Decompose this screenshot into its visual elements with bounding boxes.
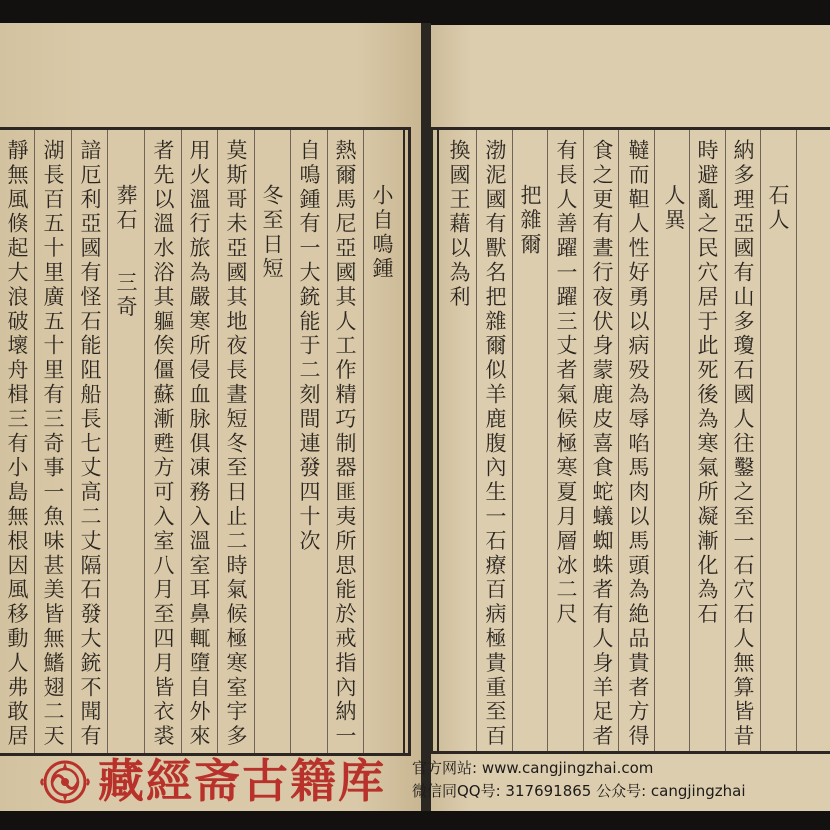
watermark-website: 官方网站: www.cangjingzhai.com <box>412 759 654 777</box>
text-column: 者先以溫水浴其軀俟僵蘇漸甦方可入室八月至四月皆衣裘 <box>151 139 175 749</box>
section-heading: 小自鳴鍾 <box>370 184 394 282</box>
section-heading: 葬石 <box>114 184 138 233</box>
column-divider <box>34 130 35 753</box>
section-heading: 人異 <box>662 184 686 233</box>
column-divider <box>689 130 690 751</box>
text-column: 渤泥國有獸名把雜爾似羊鹿腹內生一石療百病極貴重至百 <box>483 139 507 749</box>
text-column: 諳厄利亞國有怪石能阻船長七丈高二丈隔石發大銃不聞有 <box>78 139 102 749</box>
text-column: 有長人善躍一躍三丈者氣候極寒夏月層冰二尺 <box>554 139 578 627</box>
column-divider <box>107 130 108 753</box>
text-column: 湖長百五十里廣五十里有三奇事一魚味甚美皆無鰭翅二天 <box>41 139 65 749</box>
left-page-inner-rule <box>403 130 405 753</box>
red-seal-logo-icon <box>38 757 92 807</box>
section-heading: 三奇 <box>114 271 138 320</box>
column-divider <box>547 130 548 751</box>
column-divider <box>327 130 328 753</box>
section-heading: 冬至日短 <box>260 184 284 282</box>
section-heading: 把雜爾 <box>518 184 542 258</box>
text-column: 食之更有晝行夜伏身蒙鹿皮喜食蛇蟻蜘蛛者有人身羊足者 <box>590 139 614 749</box>
column-divider <box>181 130 182 753</box>
section-heading: 石人 <box>766 184 790 233</box>
column-divider <box>796 130 797 751</box>
scan-top-edge <box>0 0 830 23</box>
column-divider <box>290 130 291 753</box>
column-divider <box>583 130 584 751</box>
column-divider <box>512 130 513 751</box>
text-column: 靜無風倏起大浪破壞舟楫三有小島無根因風移動人弗敢居 <box>5 139 29 749</box>
watermark-contact: 微信同QQ号: 317691865 公众号: cangjingzhai <box>412 782 746 800</box>
column-divider <box>760 130 761 751</box>
column-divider <box>363 130 364 753</box>
text-column: 時避亂之民穴居于此死後為寒氣所凝漸化為石 <box>695 139 719 627</box>
column-divider <box>217 130 218 753</box>
watermark-brand: 藏經斋古籍库 <box>98 754 386 808</box>
column-divider <box>144 130 145 753</box>
text-column: 納多理亞國有山多瓊石國人往鑿之至一石穴石人無算皆昔 <box>731 139 755 749</box>
text-column: 自鳴鍾有一大銃能于二刻間連發四十次 <box>297 139 321 554</box>
column-divider <box>71 130 72 753</box>
text-column: 莫斯哥未亞國其地夜長晝短冬至日止二時氣候極寒室宇多 <box>224 139 248 749</box>
scan-bottom-edge <box>0 811 830 830</box>
text-column: 熱爾馬尼亞國其人工作精巧制器匪夷所思能於戒指內納一 <box>333 139 357 749</box>
text-column: 用火溫行旅為嚴寒所侵血脉俱凍務入溫室耳鼻輒墮自外來 <box>187 139 211 749</box>
column-divider <box>618 130 619 751</box>
text-column: 韃而靼人性好勇以病殁為辱啗馬肉以馬頭為絶品貴者方得 <box>626 139 650 749</box>
column-divider <box>254 130 255 753</box>
text-column: 換國王藉以為利 <box>447 139 471 310</box>
column-divider <box>725 130 726 751</box>
right-page-inner-rule <box>437 130 439 751</box>
column-divider <box>476 130 477 751</box>
column-divider <box>654 130 655 751</box>
